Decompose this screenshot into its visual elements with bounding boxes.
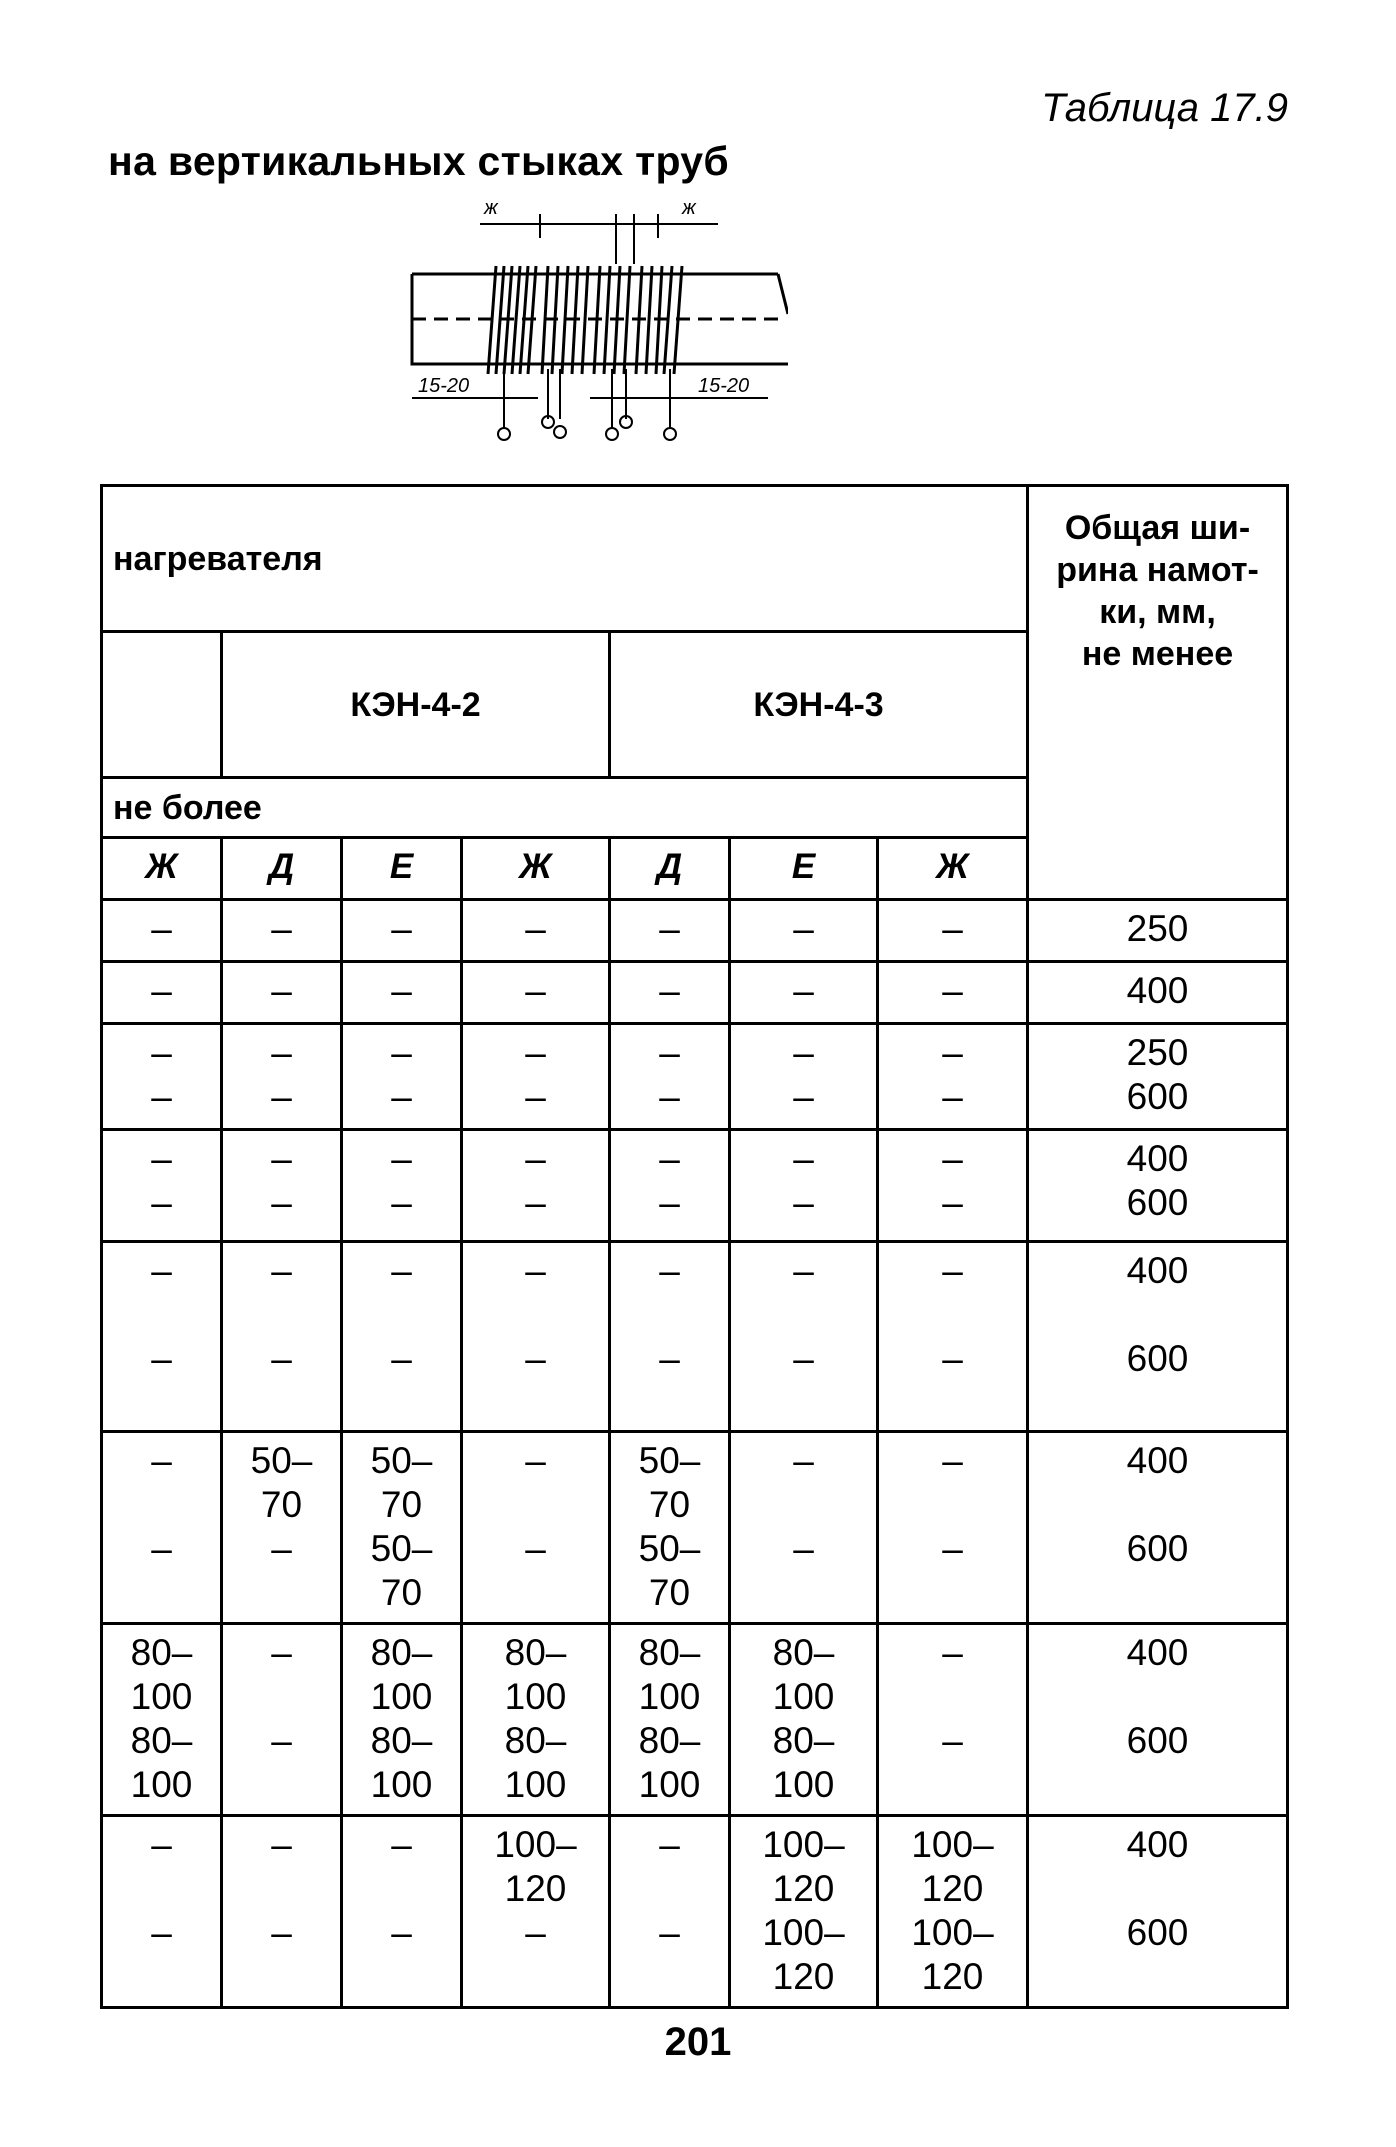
cell-line: – <box>151 1076 172 1117</box>
cell-line: 70 <box>648 1572 691 1613</box>
table-row <box>102 1816 1288 2008</box>
cell-line: 120 <box>504 1868 567 1909</box>
total-width-cell <box>1028 1130 1288 1242</box>
table-cell <box>610 1024 730 1130</box>
cell-line: 80– <box>504 1632 567 1673</box>
cell-line: 400 <box>1126 1250 1189 1291</box>
cell-line: 120 <box>921 1956 984 1997</box>
column-letter: Е <box>730 838 878 900</box>
table-body <box>102 900 1288 2008</box>
cell-line: – <box>391 1338 412 1379</box>
cell-line: – <box>793 1076 814 1117</box>
table-cell <box>102 1130 222 1242</box>
cell-line <box>613 1867 726 1911</box>
cell-line: 70 <box>380 1484 423 1525</box>
cell-line <box>465 1483 606 1527</box>
table-cell <box>342 962 462 1024</box>
cell-line: 50– <box>638 1528 701 1569</box>
table-cell <box>462 962 610 1024</box>
cell-line <box>881 1483 1024 1527</box>
cell-line <box>225 1675 338 1719</box>
table-cell <box>462 1130 610 1242</box>
cell-line: 100 <box>772 1764 835 1805</box>
cell-line: 50– <box>370 1528 433 1569</box>
cell-line: 100 <box>504 1764 567 1805</box>
cell-line <box>613 1293 726 1337</box>
header-total-line: не менее <box>1081 635 1234 673</box>
cell-line: 50– <box>370 1440 433 1481</box>
cell-line: – <box>391 1824 412 1865</box>
header-heater: нагревателя <box>102 486 1028 632</box>
table-cell <box>342 1242 462 1432</box>
cell-line: – <box>391 1076 412 1117</box>
cell-line <box>1031 1293 1284 1337</box>
cell-line: 600 <box>1126 1528 1189 1569</box>
total-width-cell <box>1028 1816 1288 2008</box>
cell-line: – <box>151 1824 172 1865</box>
table-cell <box>610 1816 730 2008</box>
header-total-line: ки, мм, <box>1099 593 1216 631</box>
cell-line: 80– <box>130 1632 193 1673</box>
cell-line: 70 <box>260 1484 303 1525</box>
table-cell <box>610 1432 730 1624</box>
cell-line <box>881 1293 1024 1337</box>
cell-line: – <box>271 1912 292 1953</box>
cell-line: – <box>793 970 814 1011</box>
cell-line: – <box>793 1032 814 1073</box>
cell-line: – <box>942 1338 963 1379</box>
table-cell <box>342 1816 462 2008</box>
table-cell <box>878 1432 1028 1624</box>
cell-line: 100 <box>130 1764 193 1805</box>
cell-line <box>345 1293 458 1337</box>
table-cell <box>342 900 462 962</box>
total-width-cell <box>1028 1432 1288 1624</box>
cell-line: – <box>525 970 546 1011</box>
table-cell <box>610 1242 730 1432</box>
table-cell <box>222 1624 342 1816</box>
cell-line: – <box>151 970 172 1011</box>
cell-line: 100 <box>638 1764 701 1805</box>
table-cell <box>222 1242 342 1432</box>
pipe-joint-heater-diagram <box>408 194 788 454</box>
cell-line: 80– <box>130 1720 193 1761</box>
cell-line: 600 <box>1126 1076 1189 1117</box>
cell-line <box>1031 1867 1284 1911</box>
header-group-ken-4-2: КЭН-4-2 <box>222 632 610 778</box>
cell-line: 600 <box>1126 1182 1189 1223</box>
cell-line: 600 <box>1126 1912 1189 1953</box>
cell-line: – <box>151 1182 172 1223</box>
cell-line: – <box>391 1182 412 1223</box>
cell-line: – <box>525 1338 546 1379</box>
cell-line: 400 <box>1126 1632 1189 1673</box>
table-cell <box>102 1816 222 2008</box>
cell-line: – <box>659 1338 680 1379</box>
cell-line: – <box>151 1138 172 1179</box>
table-cell <box>878 1024 1028 1130</box>
table-cell <box>102 962 222 1024</box>
cell-line: 80– <box>370 1632 433 1673</box>
table-cell <box>462 1624 610 1816</box>
table-cell <box>878 1624 1028 1816</box>
cell-line: – <box>942 1182 963 1223</box>
cell-line: 70 <box>648 1484 691 1525</box>
diagram-label-bottom-left: 15-20 <box>418 375 470 397</box>
cell-line <box>225 1293 338 1337</box>
cell-line: – <box>151 1338 172 1379</box>
total-width-cell <box>1028 962 1288 1024</box>
header-not-more: не более <box>102 778 1028 838</box>
cell-line: – <box>271 1338 292 1379</box>
cell-line: 400 <box>1126 1440 1189 1481</box>
table-cell <box>102 1242 222 1432</box>
cell-line: – <box>525 1182 546 1223</box>
cell-line: – <box>793 1440 814 1481</box>
cell-line: – <box>525 1528 546 1569</box>
cell-line <box>105 1483 218 1527</box>
table-label: Таблица 17.9 <box>1041 86 1288 130</box>
cell-line: – <box>942 970 963 1011</box>
table-cell <box>610 1624 730 1816</box>
cell-line: 80– <box>370 1720 433 1761</box>
cell-line: – <box>942 1632 963 1673</box>
table-row <box>102 962 1288 1024</box>
cell-line: – <box>271 1824 292 1865</box>
cell-line: – <box>942 1720 963 1761</box>
cell-line: – <box>942 1250 963 1291</box>
table-cell <box>730 1242 878 1432</box>
cell-line: – <box>659 1912 680 1953</box>
column-letter: Ж <box>102 838 222 900</box>
cell-line: – <box>151 1528 172 1569</box>
cell-line: 600 <box>1126 1338 1189 1379</box>
cell-line <box>225 1867 338 1911</box>
table-cell <box>222 1130 342 1242</box>
column-letter: Ж <box>878 838 1028 900</box>
cell-line: – <box>525 1440 546 1481</box>
table-cell <box>102 900 222 962</box>
cell-line: – <box>271 908 292 949</box>
cell-line <box>733 1483 874 1527</box>
diagram-label-top-left: ж <box>484 197 498 219</box>
cell-line: – <box>659 1138 680 1179</box>
page-heading: на вертикальных стыках труб <box>108 138 729 184</box>
cell-line: – <box>391 970 412 1011</box>
cell-line: – <box>271 1138 292 1179</box>
cell-line: – <box>525 1032 546 1073</box>
cell-line: – <box>151 1912 172 1953</box>
header-group-ken-4-3: КЭН-4-3 <box>610 632 1028 778</box>
cell-line <box>881 1675 1024 1719</box>
total-width-cell <box>1028 900 1288 962</box>
cell-line: 80– <box>772 1632 835 1673</box>
cell-line: – <box>271 1076 292 1117</box>
cell-line: – <box>942 1032 963 1073</box>
cell-line: 120 <box>772 1868 835 1909</box>
cell-line: 400 <box>1126 970 1189 1011</box>
cell-line: 100 <box>772 1676 835 1717</box>
table-row <box>102 1024 1288 1130</box>
cell-line: – <box>151 1250 172 1291</box>
cell-line: 100– <box>762 1824 845 1865</box>
table-cell <box>342 1024 462 1130</box>
table-row <box>102 1242 1288 1432</box>
table-cell <box>878 900 1028 962</box>
table-cell <box>342 1624 462 1816</box>
table-cell <box>878 1816 1028 2008</box>
cell-line: 400 <box>1126 1824 1189 1865</box>
total-width-cell <box>1028 1624 1288 1816</box>
table-cell <box>610 1130 730 1242</box>
table-cell <box>730 1130 878 1242</box>
cell-line: 100 <box>370 1676 433 1717</box>
cell-line: – <box>391 1032 412 1073</box>
table-cell <box>610 962 730 1024</box>
cell-line: – <box>525 908 546 949</box>
cell-line <box>465 1293 606 1337</box>
cell-line: – <box>271 1632 292 1673</box>
table-cell <box>730 1432 878 1624</box>
header-total-width <box>1028 486 1288 900</box>
table-row <box>102 900 1288 962</box>
table-cell <box>342 1432 462 1624</box>
cell-line: – <box>793 1338 814 1379</box>
table-cell <box>462 1432 610 1624</box>
cell-line: 100– <box>911 1824 994 1865</box>
cell-line: – <box>659 908 680 949</box>
cell-line: – <box>391 1250 412 1291</box>
header-total-line: рина намот- <box>1056 551 1259 589</box>
cell-line: 100 <box>370 1764 433 1805</box>
cell-line: – <box>942 908 963 949</box>
cell-line <box>1031 1483 1284 1527</box>
cell-line: 100– <box>494 1824 577 1865</box>
cell-line <box>105 1867 218 1911</box>
cell-line: 80– <box>638 1632 701 1673</box>
column-letter: Е <box>342 838 462 900</box>
cell-line: – <box>659 1032 680 1073</box>
cell-line: – <box>391 1912 412 1953</box>
cell-line: 100 <box>130 1676 193 1717</box>
cell-line: – <box>271 970 292 1011</box>
header-empty-cell <box>102 632 222 778</box>
cell-line: 70 <box>380 1572 423 1613</box>
cell-line: – <box>525 1138 546 1179</box>
cell-line: – <box>659 1250 680 1291</box>
cell-line: 100– <box>911 1912 994 1953</box>
table-cell <box>102 1432 222 1624</box>
cell-line <box>105 1293 218 1337</box>
cell-line: 50– <box>638 1440 701 1481</box>
table-cell <box>730 900 878 962</box>
table-cell <box>342 1130 462 1242</box>
cell-line: 250 <box>1126 908 1189 949</box>
cell-line: – <box>271 1250 292 1291</box>
cell-line: 50– <box>250 1440 313 1481</box>
cell-line: 600 <box>1126 1720 1189 1761</box>
heater-width-table <box>100 484 1289 2009</box>
total-width-cell <box>1028 1242 1288 1432</box>
cell-line: 400 <box>1126 1138 1189 1179</box>
cell-line: – <box>151 1440 172 1481</box>
cell-line: – <box>793 1138 814 1179</box>
cell-line: 100– <box>762 1912 845 1953</box>
cell-line: – <box>271 1528 292 1569</box>
table-cell <box>102 1624 222 1816</box>
cell-line: – <box>793 908 814 949</box>
cell-line: 250 <box>1126 1032 1189 1073</box>
table-cell <box>730 1024 878 1130</box>
cell-line: – <box>942 1138 963 1179</box>
cell-line: – <box>271 1032 292 1073</box>
cell-line <box>345 1867 458 1911</box>
cell-line <box>1031 1675 1284 1719</box>
cell-line: – <box>271 1182 292 1223</box>
table-cell <box>730 962 878 1024</box>
column-letter: Д <box>610 838 730 900</box>
cell-line: – <box>793 1528 814 1569</box>
table-cell <box>222 1816 342 2008</box>
cell-line: – <box>793 1182 814 1223</box>
table-cell <box>878 962 1028 1024</box>
cell-line: – <box>525 1912 546 1953</box>
table-row <box>102 1130 1288 1242</box>
cell-line <box>733 1293 874 1337</box>
cell-line: – <box>525 1250 546 1291</box>
cell-line: – <box>391 1138 412 1179</box>
table-cell <box>462 1024 610 1130</box>
cell-line: 100 <box>638 1676 701 1717</box>
column-letter: Д <box>222 838 342 900</box>
cell-line: – <box>151 1032 172 1073</box>
cell-line: – <box>942 1076 963 1117</box>
table-cell <box>222 900 342 962</box>
table-cell <box>102 1024 222 1130</box>
cell-line: – <box>659 1182 680 1223</box>
cell-line: – <box>525 1076 546 1117</box>
table-cell <box>222 962 342 1024</box>
cell-line: – <box>793 1250 814 1291</box>
diagram-label-bottom-right: 15-20 <box>698 375 750 397</box>
header-total-line: Общая ши- <box>1064 509 1251 547</box>
cell-line: – <box>151 908 172 949</box>
diagram-label-top-right: ж <box>682 197 696 219</box>
cell-line: – <box>659 970 680 1011</box>
page-number: 201 <box>664 2020 732 2064</box>
column-letter: Ж <box>462 838 610 900</box>
table-row <box>102 1432 1288 1624</box>
table-cell <box>222 1432 342 1624</box>
table-cell <box>462 1816 610 2008</box>
cell-line: 120 <box>772 1956 835 1997</box>
table-cell <box>610 900 730 962</box>
table-row <box>102 1624 1288 1816</box>
table-cell <box>878 1242 1028 1432</box>
table-cell <box>878 1130 1028 1242</box>
cell-line: 80– <box>638 1720 701 1761</box>
cell-line: – <box>659 1076 680 1117</box>
cell-line: – <box>942 1528 963 1569</box>
total-width-cell <box>1028 1024 1288 1130</box>
cell-line: 100 <box>504 1676 567 1717</box>
table-cell <box>730 1624 878 1816</box>
cell-line: 120 <box>921 1868 984 1909</box>
table-cell <box>730 1816 878 2008</box>
cell-line: 80– <box>504 1720 567 1761</box>
cell-line: 80– <box>772 1720 835 1761</box>
table-cell <box>462 900 610 962</box>
table-cell <box>462 1242 610 1432</box>
table-cell <box>222 1024 342 1130</box>
cell-line: – <box>271 1720 292 1761</box>
cell-line: – <box>942 1440 963 1481</box>
cell-line: – <box>659 1824 680 1865</box>
cell-line: – <box>391 908 412 949</box>
